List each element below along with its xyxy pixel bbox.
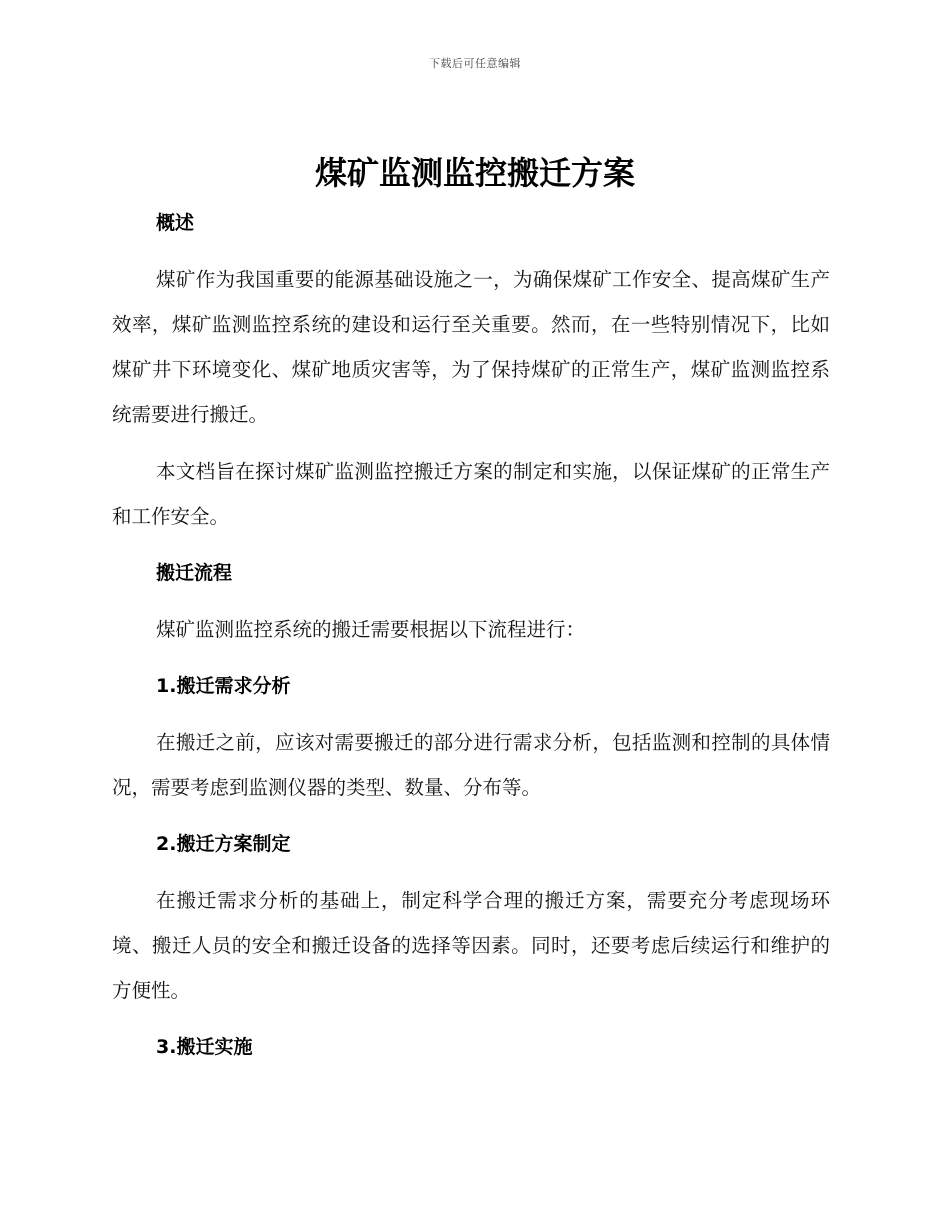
document-title: 煤矿监测监控搬迁方案 [314, 154, 635, 192]
section-heading-process: 搬迁流程 [156, 562, 233, 584]
document-body [112, 201, 830, 1081]
paragraph-step-2: 在搬迁需求分析的基础上，制定科学合理的搬迁方案，需要充分考虑现场环境、搬迁人员的安全和搬迁设备的选择等因素。同时，还要考虑后续运行和维护的方便性。 [112, 889, 830, 1002]
section-heading-overview: 概述 [156, 212, 195, 234]
header-note: 下载后可任意编辑 [429, 57, 521, 70]
section-heading-step-1: 1.搬迁需求分析 [156, 675, 291, 697]
paragraph-process-intro: 煤矿监测监控系统的搬迁需要根据以下流程进行： [156, 618, 586, 641]
section-heading-step-2: 2.搬迁方案制定 [156, 833, 291, 855]
paragraph-step-1: 在搬迁之前，应该对需要搬迁的部分进行需求分析，包括监测和控制的具体情况，需要考虑到监测仪器的类型、数量、分布等。 [112, 731, 830, 799]
paragraph-overview-1: 煤矿作为我国重要的能源基础设施之一，为确保煤矿工作安全、提高煤矿生产效率，煤矿监测监控系统的建设和运行至关重要。然而，在一些特别情况下，比如煤矿井下环境变化、煤矿地质灾害等，为了保持煤矿的正常生产，煤矿监测监控系统需要进行搬迁。 [112, 268, 830, 426]
paragraph-overview-2: 本文档旨在探讨煤矿监测监控搬迁方案的制定和实施，以保证煤矿的正常生产和工作安全。 [112, 460, 830, 528]
section-heading-step-3: 3.搬迁实施 [156, 1036, 253, 1058]
